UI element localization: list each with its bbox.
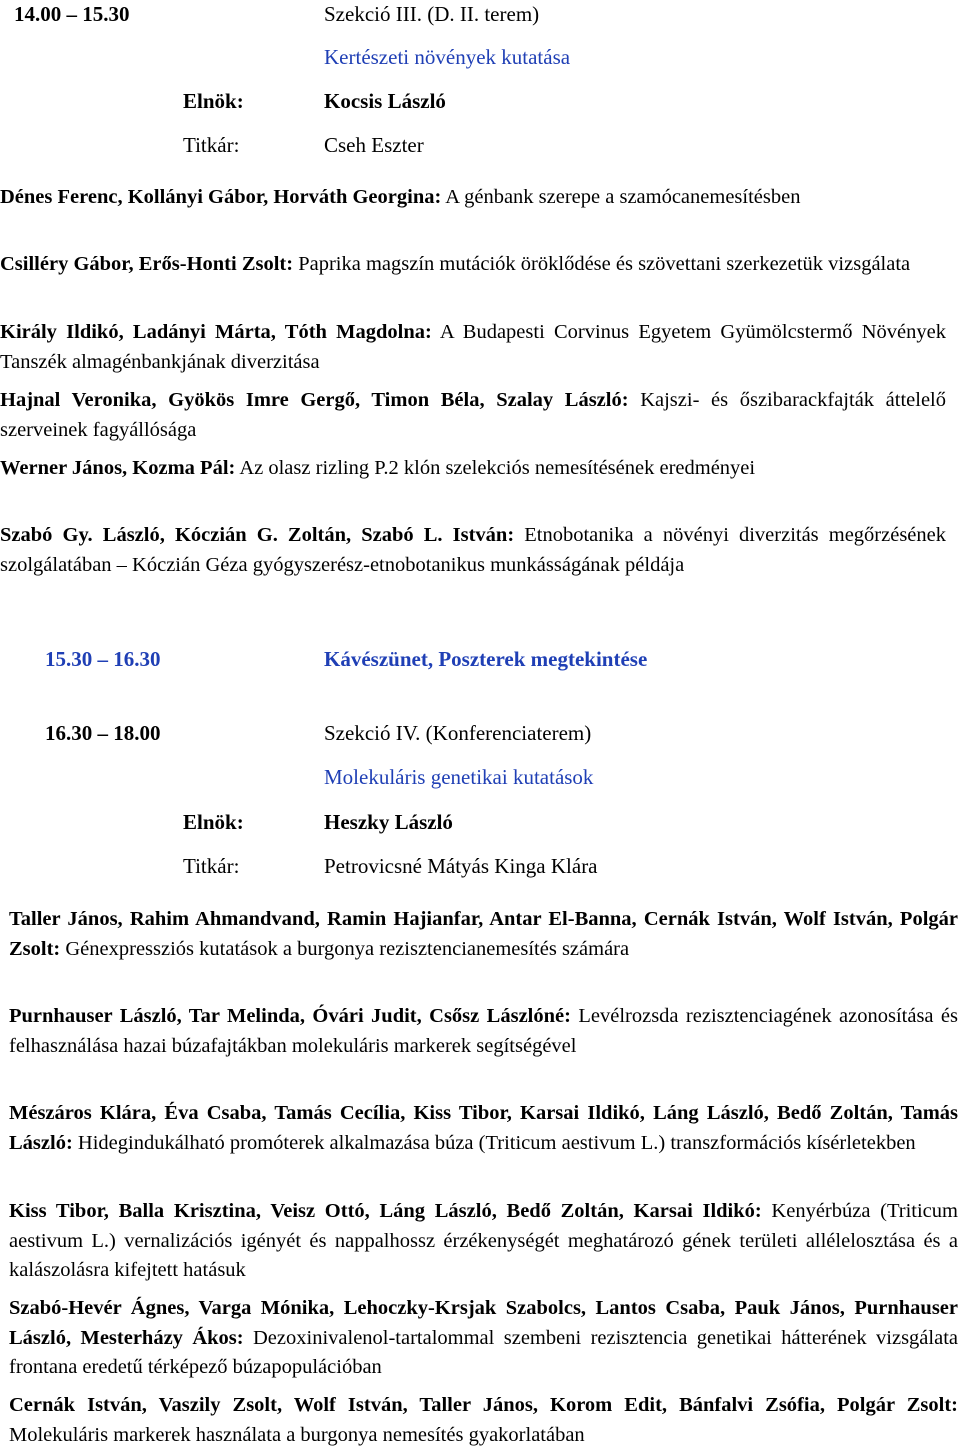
break-time: 15.30 – 16.30	[45, 647, 161, 671]
talk-title: Paprika magszín mutációk öröklődése és szövettani szerkezetük vizsgálata	[293, 253, 911, 275]
talk-authors: Cernák István, Vaszily Zsolt, Wolf István, Taller János, Korom Edit, Bánfalvi Zsófia, Polgár Zsolt:	[9, 1394, 958, 1416]
talk-authors: Werner János, Kozma Pál:	[0, 457, 236, 479]
section4-talk	[9, 1099, 958, 1158]
talk-authors: Dénes Ferenc, Kollányi Gábor, Horváth Georgina:	[0, 186, 442, 208]
section4-talk	[9, 1197, 958, 1286]
talk-authors: Purnhauser László, Tar Melinda, Óvári Judit, Csősz Lászlóné:	[9, 1005, 571, 1027]
section3-talk	[0, 386, 946, 445]
talk-authors: Szabó Gy. László, Kóczián G. Zoltán, Szabó L. István:	[0, 524, 515, 546]
section3-secretary: Cseh Eszter	[324, 133, 424, 157]
section3-talk	[0, 318, 946, 377]
talk-title: Génexpressziós kutatások a burgonya rezisztencianemesítés számára	[60, 937, 630, 960]
section3-heading: Szekció III. (D. II. terem)	[324, 2, 540, 26]
talk-title: Az olasz rizling P.2 klón szelekciós nemesítésének eredményei	[235, 457, 756, 479]
talk-authors: Taller János, Rahim Ahmandvand, Ramin Hajianfar, Antar El-Banna, Cernák István, Wolf István, Polgár Zsolt:	[9, 908, 958, 960]
section4-talk	[9, 1002, 958, 1061]
section3-talk	[0, 250, 946, 280]
talk-title: Molekuláris markerek használata a burgonya nemesítés gyakorlatában	[9, 1423, 585, 1446]
talk-authors: Mészáros Klára, Éva Csaba, Tamás Cecília, Kiss Tibor, Karsai Ildikó, Láng László, Bedő Zoltán, Tamás László:	[9, 1102, 958, 1154]
talk-authors: Király Ildikó, Ladányi Márta, Tóth Magdolna:	[0, 321, 432, 343]
talk-title: Hidegindukálható promóterek alkalmazása búza (Triticum aestivum L.) transzformációs kísérletekben	[72, 1131, 916, 1154]
talk-title: Etnobotanika a növényi diverzitás megőrzésének szolgálatában – Kóczián Géza gyógyszerész-etnobotanikus munkásságának példája	[0, 524, 947, 576]
section4-secretary-label: Titkár:	[183, 854, 240, 878]
talk-title: Dezoxinivalenol-tartalommal szembeni rezisztencia genetikai hátterének vizsgálata frontana eredetű térképező búzapopulációban	[9, 1326, 958, 1378]
talk-authors: Kiss Tibor, Balla Krisztina, Veisz Ottó, Láng László, Bedő Zoltán, Karsai Ildikó:	[9, 1200, 762, 1222]
talk-title: Kajszi- és őszibarackfajták áttelelő szerveinek fagyállósága	[0, 389, 946, 441]
talk-title: A génbank szerepe a szamócanemesítésben	[441, 186, 801, 208]
section4-secretary: Petrovicsné Mátyás Kinga Klára	[324, 854, 598, 878]
section3-talk	[0, 454, 946, 484]
section3-time: 14.00 – 15.30	[14, 2, 130, 26]
section3-topic: Kertészeti növények kutatása	[324, 45, 571, 69]
talk-authors: Szabó-Hevér Ágnes, Varga Mónika, Lehoczky-Krsjak Szabolcs, Lantos Csaba, Pauk János, Purnhauser László, Mesterházy Ákos:	[9, 1297, 958, 1349]
section3-chair-label: Elnök:	[183, 89, 244, 113]
section3-talk	[0, 521, 946, 580]
talk-title: A Budapesti Corvinus Egyetem Gyümölcstermő Növények Tanszék almagénbankjának diverzitása	[0, 321, 946, 373]
talk-authors: Hajnal Veronika, Gyökös Imre Gergő, Timon Béla, Szalay László:	[0, 389, 629, 411]
break-label: Kávészünet, Poszterek megtekintése	[324, 647, 648, 671]
talk-title: Kenyérbúza (Triticum aestivum L.) vernalizációs igényét és nappalhossz érzékenységét meghatározó gének területi allélelosztása és a kalászolásra kifejtett hatásuk	[9, 1200, 958, 1281]
section4-chair: Heszky László	[324, 810, 453, 834]
section4-talk	[9, 1294, 958, 1383]
section4-chair-label: Elnök:	[183, 810, 244, 834]
section4-talk	[9, 1391, 958, 1450]
section3-chair: Kocsis László	[324, 89, 446, 113]
talk-title: Levélrozsda rezisztenciagének azonosítása és felhasználása hazai búzafajtákban molekuláris markerek segítségével	[9, 1005, 959, 1057]
section3-secretary-label: Titkár:	[183, 133, 240, 157]
section4-heading: Szekció IV. (Konferenciaterem)	[324, 721, 592, 745]
section3-talk	[0, 183, 946, 213]
section4-talk	[9, 905, 958, 964]
section4-topic: Molekuláris genetikai kutatások	[324, 765, 594, 789]
section4-time: 16.30 – 18.00	[45, 721, 161, 745]
talk-authors: Csilléry Gábor, Erős-Honti Zsolt:	[0, 253, 294, 275]
